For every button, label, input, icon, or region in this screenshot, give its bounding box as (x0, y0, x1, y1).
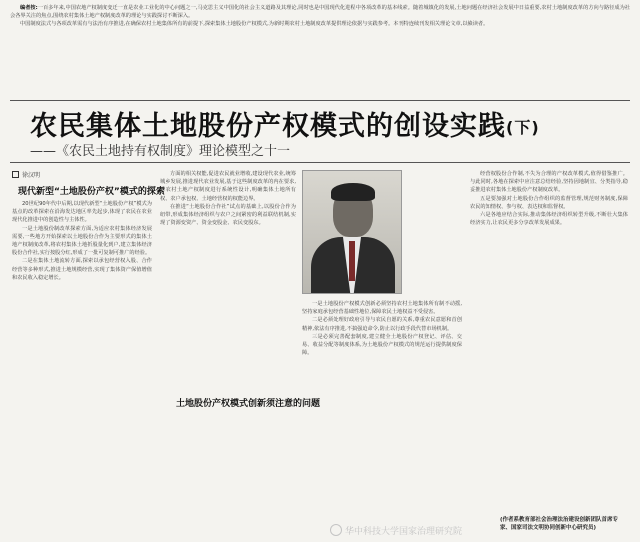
watermark-logo-icon (330, 524, 342, 536)
editor-note-lead: 编者按: (20, 5, 38, 11)
author-photo (302, 170, 402, 294)
article-subtitle: ——《农民土地持有权制度》理论模型之十一 (30, 144, 291, 159)
column-paragraph: 20世纪90年代中后期,以现代新型“土地股份产权”模式为基点的改革探索在沿海发达地区率先起步,体现了农民在农业现代化推进中的创造性与主体性。 (12, 201, 152, 224)
column-paragraph: 二是在集体土地流转方面,探索以承包经营权入股、合作经营等多种形式,推进土地规模经营,实现了集体资产保值增值和农民收入稳定增长。 (12, 258, 152, 281)
column-paragraph: 五是要加强对土地股份合作组织的监督管理,规范财务制度,保障农民的知情权、参与权、表达权和监督权。 (470, 195, 628, 210)
article-headline (30, 104, 620, 143)
editor-note-paragraph: 一百多年来,中国农地产权制度变迁一直是农业工业化的中心问题之一,马克思主义中国化的社会主义道路及其理论,同时也是中国现代化进程中各项改革的基本线索。随着城镇化的发展,土地问题在经济社会发展中日益重要,农村土地制度改革的方向与路径成为社会各界关注的焦点,围绕农村集体土地产权制度改革的理论与实践探讨不断深入。 (10, 5, 630, 19)
column-paragraph: 一是土地股份产权模式创新必须坚持农村土地集体所有制不动摇,坚持家庭承包经营基础性地位,保障农民土地权益不受侵害。 (302, 301, 462, 316)
watermark-text: 华中科技大学国家治理研究院 (345, 527, 463, 537)
column-paragraph: 三是必须完善配套制度,建立健全土地股份产权登记、评估、交易、收益分配等制度体系,为土地股份产权模式的规范运行提供制度保障。 (302, 333, 462, 357)
article-column-3 (302, 300, 462, 532)
headline-title: 农民集体土地股份产权模式的创设实践 (30, 111, 506, 142)
photo-tie (349, 241, 355, 281)
divider (10, 162, 630, 163)
watermark (330, 524, 462, 537)
headline-part: (下) (506, 118, 540, 137)
photo-hair (331, 183, 375, 201)
author-byline (12, 170, 40, 179)
column-paragraph: 经营权股份合作制,不失为合理的产权改革模式,值得借鉴推广。与此同时,各地在探索中应注意总结经验,坚持因地制宜、分类指导,稳妥推进农村集体土地股份产权制度改革。 (470, 171, 628, 194)
author-bio-caption: (作者系教育部社会治理法治建设创新团队首席专家、国家司法文明协同创新中心研究员) (500, 517, 619, 531)
section-heading: 现代新型“土地股份产权”模式的探索 (18, 187, 165, 197)
article-column-2 (160, 170, 296, 532)
article-column-4 (470, 170, 628, 510)
column-paragraph: 二是必须处理好政府引导与农民自愿的关系,尊重农民意愿和首创精神,依法有序推进,不搞强迫命令,防止以行政手段代替市场机制。 (302, 317, 462, 332)
article-column-1 (12, 200, 152, 532)
column-paragraph: 一是土地股份制改革探索方面,为适应农村集体经济发展需要,一些地方开始探索以土地股份合作为主要形式的集体土地产权制度改革,将农村集体土地折股量化到户,建立集体经济股份合作社,实行按股分红,形成了一批可复制可推广的经验。 (12, 225, 152, 257)
section-heading: 土地股份产权模式创新须注意的问题 (176, 399, 321, 409)
editor-note (10, 4, 630, 100)
column-paragraph: 六是各地应结合实际,推动集体经济组织转型升级,不断壮大集体经济实力,让农民更多分享改革发展成果。 (470, 212, 628, 227)
author-name: 徐汉明 (22, 172, 41, 179)
editor-note-paragraph: 中国制度法式与各项改革需有与法治有序推进,在确保农村土地集体所有的前提下,探索集体土地股份产权模式,为新时期农村土地制度改革提供理论依据与实践参考。本刊特连续刊发相关理论文章,以飨读者。 (20, 21, 489, 27)
author-marker-icon (12, 171, 19, 178)
column-paragraph: 在推进“土地股份合作社”试点的基础上,以股份合作为纽带,形成集体经济组织与农户之间紧密的利益联结机制,实现了资源变资产、资金变股金、农民变股东。 (160, 203, 296, 227)
divider (10, 100, 630, 101)
column-paragraph: 方面的相关权能,促进农民就业增收,建设现代农业,统筹城乡发展,推进现代农业发展,基于这些制度改革的内在要求,对农村土地产权制度进行系统性设计,明确集体土地所有权、农户承包权、土地经营权的权能边界。 (160, 171, 296, 202)
